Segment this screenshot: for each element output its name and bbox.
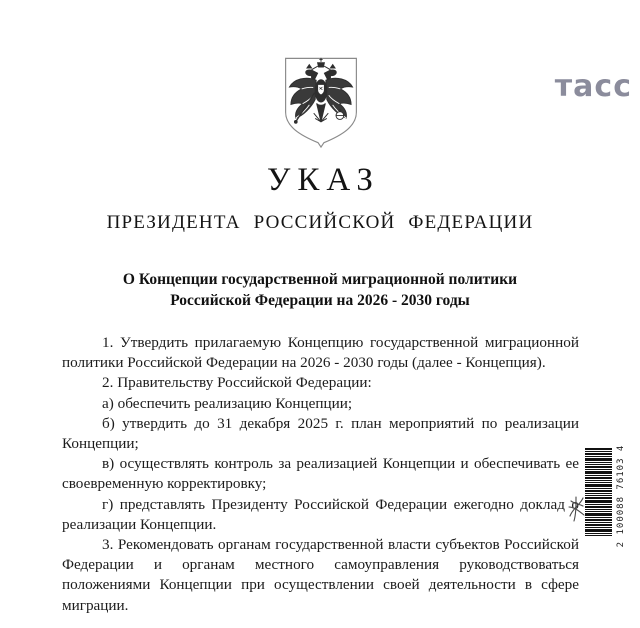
barcode-bars-icon [585, 448, 612, 538]
decree-paragraph: а) обеспечить реализацию Концепции; [102, 394, 353, 412]
decree-paragraph: 2. Правительству Российской Федерации: [102, 374, 372, 392]
decree-title: УКАЗ [267, 162, 380, 198]
barcode-number: 2 100088 76103 4 [616, 444, 626, 548]
decree-subject-line1: О Концепции государственной миграционной политики [122, 271, 518, 288]
decree-paragraph: 3. Рекомендовать органам государственной власти субъектов Российской Федерации и органам местного самоуправления руководствоваться положениями Концепции при осуществлении своей деятельности в сфере миграции. [62, 536, 579, 614]
decree-subject-line2: Российской Федерации на 2026 - 2030 годы [170, 292, 470, 309]
decree-paragraph: в) осуществлять контроль за реализацией Концепции и обеспечивать ее своевременную корректировку; [62, 455, 579, 493]
decree-paragraph: б) утвердить до 31 декабря 2025 г. план мероприятий по реализации Концепции; [62, 414, 579, 453]
decree-subtitle: ПРЕЗИДЕНТА РОССИЙСКОЙ ФЕДЕРАЦИИ [106, 212, 534, 233]
tass-logo: тасс [554, 69, 632, 104]
decree-body [62, 333, 579, 616]
decree-subject [40, 269, 600, 311]
decree-paragraph: 1. Утвердить прилагаемую Концепцию государственной миграционной политики Российской Федерации на 2026 - 2030 годы (далее - Концепция). [62, 334, 579, 372]
barcode [585, 446, 633, 546]
coat-of-arms-russia-icon [281, 54, 361, 149]
decree-paragraph: г) представлять Президенту Российской Федерации ежегодно доклад о реализации Концепции. [62, 495, 579, 533]
